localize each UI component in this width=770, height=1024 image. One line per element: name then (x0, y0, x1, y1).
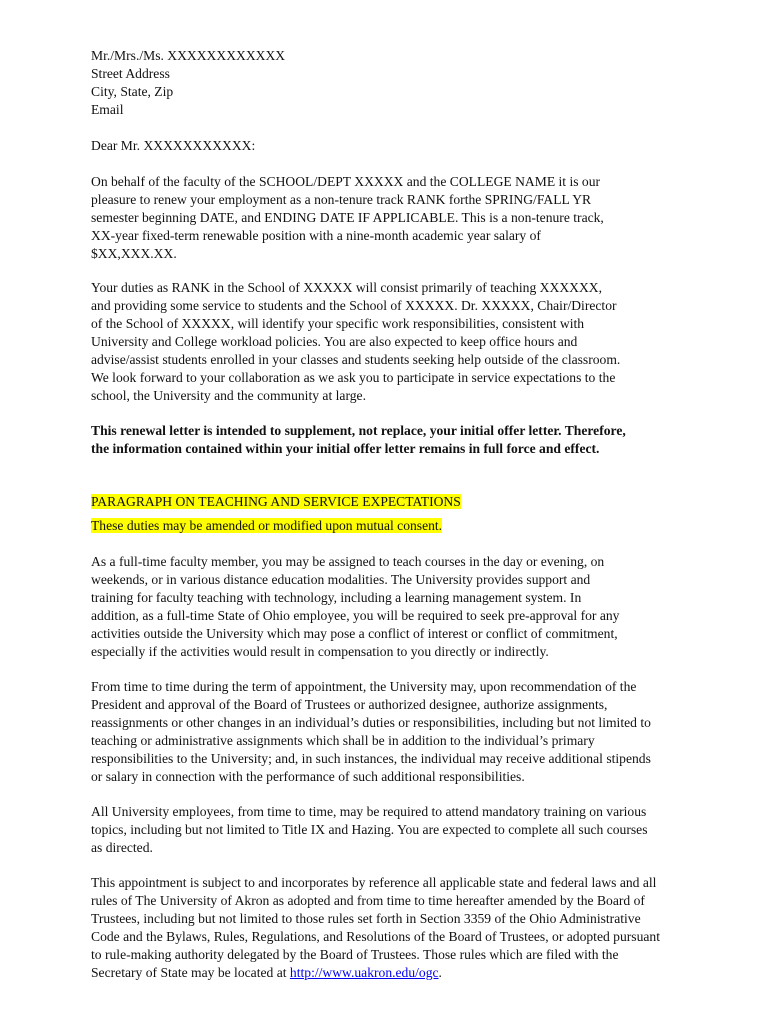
paragraph-line: Code and the Bylaws, Rules, Regulations, and Resolutions of the Board of Trustees, or adopted pursuant (91, 929, 660, 944)
paragraph-line: Your duties as RANK in the School of XXXXX will consist primarily of teaching XXXXXX, (91, 280, 602, 295)
paragraph-line: activities outside the University which may pose a conflict of interest or conflict of commitment, (91, 626, 618, 641)
paragraph-line: XX-year fixed-term renewable position with a nine-month academic year salary of (91, 228, 541, 243)
recipient-name: Mr./Mrs./Ms. XXXXXXXXXXXX (91, 48, 286, 63)
paragraph-line: This renewal letter is intended to supplement, not replace, your initial offer letter. Therefore, (91, 423, 626, 438)
highlight-note-line (91, 517, 731, 535)
recipient-email: Email (91, 102, 124, 117)
paragraph-line: and providing some service to students and the School of XXXXX. Dr. XXXXX, Chair/Director (91, 298, 617, 313)
paragraph-line: as directed. (91, 840, 153, 855)
paragraph-assignments (91, 678, 731, 786)
paragraph-line: University and College workload policies. You are also expected to keep office hours and (91, 334, 578, 349)
paragraph-line: advise/assist students enrolled in your classes and students seeking help outside of the classroom. (91, 352, 621, 367)
paragraph-line: especially if the activities would result in compensation to you directly or indirectly. (91, 644, 549, 659)
recipient-address (91, 47, 731, 119)
highlight-note: These duties may be amended or modified upon mutual consent. (91, 518, 443, 533)
paragraph-duties (91, 279, 731, 405)
paragraph-line: addition, as a full-time State of Ohio employee, you will be required to seek pre-approval for any (91, 608, 620, 623)
paragraph-line: or salary in connection with the performance of such additional responsibilities. (91, 769, 525, 784)
paragraph-line: to rule-making authority delegated by the Board of Trustees. Those rules which are filed with the (91, 947, 619, 962)
paragraph-training (91, 803, 731, 857)
paragraph-full-time-faculty (91, 553, 731, 661)
last-line-prefix: Secretary of State may be located at (91, 965, 290, 980)
paragraph-renewal-offer (91, 173, 731, 263)
paragraph-line: the information contained within your initial offer letter remains in full force and effect. (91, 441, 600, 456)
paragraph-line: training for faculty teaching with technology, including a learning management system. In (91, 590, 582, 605)
paragraph-line: On behalf of the faculty of the SCHOOL/DEPT XXXXX and the COLLEGE NAME it is our (91, 174, 601, 189)
highlight-heading: PARAGRAPH ON TEACHING AND SERVICE EXPECTATIONS (91, 494, 461, 509)
recipient-street: Street Address (91, 66, 170, 81)
paragraph-line: pleasure to renew your employment as a non-tenure track RANK forthe SPRING/FALL YR (91, 192, 592, 207)
paragraph-line: From time to time during the term of appointment, the University may, upon recommendation of the (91, 679, 637, 694)
paragraph-appointment-rules (91, 874, 731, 982)
paragraph-line: semester beginning DATE, and ENDING DATE IF APPLICABLE. This is a non-tenure track, (91, 210, 604, 225)
paragraph-line: teaching or administrative assignments which shall be in addition to the individual’s primary (91, 733, 595, 748)
paragraph-line: Trustees, including but not limited to those rules set forth in Section 3359 of the Ohio Administrative (91, 911, 641, 926)
paragraph-supplement-notice (91, 422, 731, 458)
salutation-text: Dear Mr. XXXXXXXXXXX: (91, 138, 256, 153)
paragraph-line: We look forward to your collaboration as we ask you to participate in service expectations to the (91, 370, 616, 385)
paragraph-line: of the School of XXXXX, will identify your specific work responsibilities, consistent with (91, 316, 585, 331)
recipient-city-state-zip: City, State, Zip (91, 84, 174, 99)
paragraph-line: President and approval of the Board of Trustees or authorized designee, authorize assignments, (91, 697, 608, 712)
paragraph-last-line (91, 964, 731, 982)
paragraph-line: reassignments or other changes in an individual’s duties or responsibilities, including but not limited to (91, 715, 651, 730)
paragraph-line: As a full-time faculty member, you may be assigned to teach courses in the day or evening, on (91, 554, 605, 569)
paragraph-line: rules of The University of Akron as adopted and from time to time hereafter amended by the Board of (91, 893, 645, 908)
highlighted-section (91, 493, 731, 535)
last-line-suffix: . (438, 965, 442, 980)
salutation (91, 137, 731, 155)
paragraph-line: This appointment is subject to and incorporates by reference all applicable state and federal laws and all (91, 875, 657, 890)
paragraph-line: school, the University and the community at large. (91, 388, 366, 403)
paragraph-line: $XX,XXX.XX. (91, 246, 177, 261)
paragraph-line: weekends, or in various distance education modalities. The University provides support and (91, 572, 591, 587)
ogc-link[interactable]: http://www.uakron.edu/ogc (289, 965, 439, 980)
paragraph-line: All University employees, from time to time, may be required to attend mandatory training on various (91, 804, 647, 819)
highlight-heading-line (91, 493, 731, 511)
paragraph-line: responsibilities to the University; and, in such instances, the individual may receive additional stipends (91, 751, 651, 766)
paragraph-line: topics, including but not limited to Title IX and Hazing. You are expected to complete all such courses (91, 822, 648, 837)
